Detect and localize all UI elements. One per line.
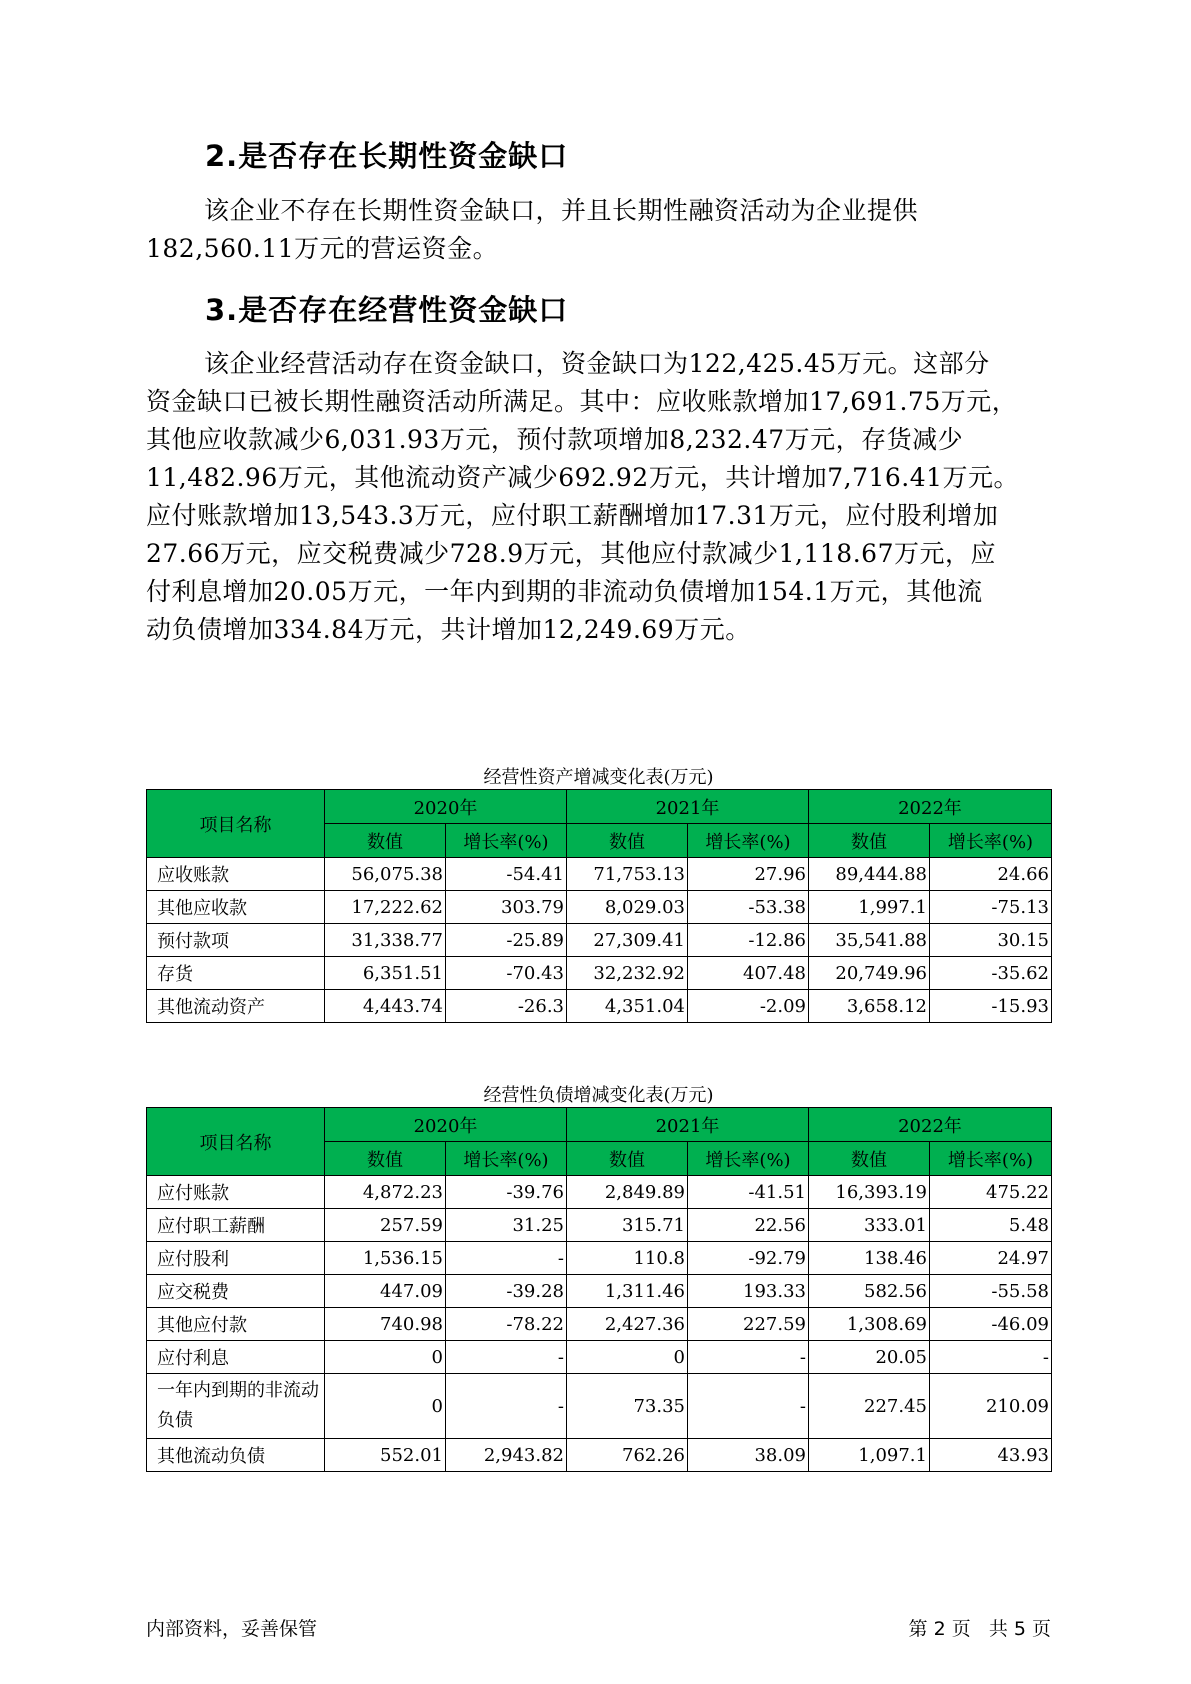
- value-cell: 4,443.74: [325, 990, 446, 1023]
- value-cell: 1,536.15: [325, 1242, 446, 1275]
- value-cell: 16,393.19: [809, 1176, 930, 1209]
- growth-rate-cell: 303.79: [446, 891, 567, 924]
- table-row: [147, 891, 1052, 924]
- value-header: 数值: [325, 824, 446, 858]
- row-item-name: 应付利息: [147, 1341, 325, 1374]
- operating-assets-table: [146, 789, 1052, 1023]
- growth-rate-cell: -54.41: [446, 858, 567, 891]
- year-header: 2021年: [567, 1108, 809, 1142]
- table-row: [147, 1374, 1052, 1439]
- year-header: 2020年: [325, 1108, 567, 1142]
- paragraph-line: 11,482.96万元，其他流动资产减少692.92万元，共计增加7,716.41万元。: [146, 463, 1020, 492]
- value-cell: 315.71: [567, 1209, 688, 1242]
- growth-rate-cell: -: [446, 1341, 567, 1374]
- rate-header: 增长率(%): [930, 1142, 1052, 1176]
- growth-rate-cell: 2,943.82: [446, 1439, 567, 1472]
- row-item-name: 应付职工薪酬: [147, 1209, 325, 1242]
- growth-rate-cell: -2.09: [688, 990, 809, 1023]
- paragraph-line: 该企业不存在长期性资金缺口，并且长期性融资活动为企业提供: [204, 196, 919, 225]
- table-2-caption: 经营性负债增减变化表(万元): [483, 1085, 714, 1106]
- row-item-name: 其他应付款: [147, 1308, 325, 1341]
- value-cell: 73.35: [567, 1374, 688, 1439]
- section-3-heading: 3.是否存在经营性资金缺口: [205, 293, 569, 327]
- value-header: 数值: [325, 1142, 446, 1176]
- growth-rate-cell: -92.79: [688, 1242, 809, 1275]
- growth-rate-cell: 24.97: [930, 1242, 1052, 1275]
- value-cell: 56,075.38: [325, 858, 446, 891]
- value-cell: 1,311.46: [567, 1275, 688, 1308]
- year-header: 2021年: [567, 790, 809, 824]
- growth-rate-cell: -39.28: [446, 1275, 567, 1308]
- row-item-name: 其他应收款: [147, 891, 325, 924]
- value-cell: 32,232.92: [567, 957, 688, 990]
- value-cell: 27,309.41: [567, 924, 688, 957]
- table-row: [147, 957, 1052, 990]
- value-header: 数值: [567, 1142, 688, 1176]
- value-cell: 0: [567, 1341, 688, 1374]
- paragraph-line: 应付账款增加13,543.3万元，应付职工薪酬增加17.31万元，应付股利增加: [146, 501, 999, 530]
- growth-rate-cell: -15.93: [930, 990, 1052, 1023]
- growth-rate-cell: 407.48: [688, 957, 809, 990]
- growth-rate-cell: -: [446, 1242, 567, 1275]
- paragraph-line: 27.66万元，应交税费减少728.9万元，其他应付款减少1,118.67万元，应: [146, 539, 996, 568]
- table-2-body: [147, 1176, 1052, 1472]
- row-item-name: 应交税费: [147, 1275, 325, 1308]
- table-row: [147, 924, 1052, 957]
- value-cell: 6,351.51: [325, 957, 446, 990]
- growth-rate-cell: 30.15: [930, 924, 1052, 957]
- year-header: 2022年: [809, 790, 1052, 824]
- paragraph-line: 其他应收款减少6,031.93万元，预付款项增加8,232.47万元，存货减少: [146, 425, 964, 454]
- growth-rate-cell: -46.09: [930, 1308, 1052, 1341]
- table-1-caption: 经营性资产增减变化表(万元): [483, 767, 714, 788]
- value-cell: 138.46: [809, 1242, 930, 1275]
- row-item-name: 预付款项: [147, 924, 325, 957]
- growth-rate-cell: -75.13: [930, 891, 1052, 924]
- growth-rate-cell: -39.76: [446, 1176, 567, 1209]
- paragraph-line: 付利息增加20.05万元，一年内到期的非流动负债增加154.1万元，其他流: [146, 577, 983, 606]
- item-name-header: 项目名称: [147, 1108, 325, 1176]
- value-header: 数值: [567, 824, 688, 858]
- row-item-name: 其他流动负债: [147, 1439, 325, 1472]
- row-item-name: 一年内到期的非流动负债: [147, 1374, 325, 1439]
- growth-rate-cell: -: [688, 1341, 809, 1374]
- rate-header: 增长率(%): [688, 1142, 809, 1176]
- value-cell: 20.05: [809, 1341, 930, 1374]
- value-cell: 0: [325, 1341, 446, 1374]
- growth-rate-cell: -26.3: [446, 990, 567, 1023]
- row-item-name: 应付股利: [147, 1242, 325, 1275]
- value-cell: 447.09: [325, 1275, 446, 1308]
- operating-liabilities-table: [146, 1107, 1052, 1472]
- value-cell: 227.45: [809, 1374, 930, 1439]
- value-header: 数值: [809, 1142, 930, 1176]
- growth-rate-cell: 475.22: [930, 1176, 1052, 1209]
- value-cell: 1,997.1: [809, 891, 930, 924]
- growth-rate-cell: -12.86: [688, 924, 809, 957]
- value-cell: 71,753.13: [567, 858, 688, 891]
- value-cell: 1,097.1: [809, 1439, 930, 1472]
- value-cell: 582.56: [809, 1275, 930, 1308]
- value-cell: 35,541.88: [809, 924, 930, 957]
- value-cell: 762.26: [567, 1439, 688, 1472]
- growth-rate-cell: -53.38: [688, 891, 809, 924]
- table-row: [147, 1308, 1052, 1341]
- table-row: [147, 1242, 1052, 1275]
- table-row: [147, 1176, 1052, 1209]
- table-row: [147, 1209, 1052, 1242]
- value-cell: 740.98: [325, 1308, 446, 1341]
- growth-rate-cell: -70.43: [446, 957, 567, 990]
- value-cell: 110.8: [567, 1242, 688, 1275]
- growth-rate-cell: -41.51: [688, 1176, 809, 1209]
- table-row: [147, 858, 1052, 891]
- value-cell: 31,338.77: [325, 924, 446, 957]
- year-header: 2020年: [325, 790, 567, 824]
- value-cell: 552.01: [325, 1439, 446, 1472]
- growth-rate-cell: 31.25: [446, 1209, 567, 1242]
- value-cell: 333.01: [809, 1209, 930, 1242]
- growth-rate-cell: -: [446, 1374, 567, 1439]
- paragraph-line: 该企业经营活动存在资金缺口，资金缺口为122,425.45万元。这部分: [204, 349, 990, 378]
- paragraph-line: 资金缺口已被长期性融资活动所满足。其中：应收账款增加17,691.75万元，: [146, 387, 1018, 416]
- growth-rate-cell: 27.96: [688, 858, 809, 891]
- table-row: [147, 1341, 1052, 1374]
- row-item-name: 存货: [147, 957, 325, 990]
- rate-header: 增长率(%): [930, 824, 1052, 858]
- growth-rate-cell: 193.33: [688, 1275, 809, 1308]
- growth-rate-cell: 38.09: [688, 1439, 809, 1472]
- growth-rate-cell: -55.58: [930, 1275, 1052, 1308]
- growth-rate-cell: 210.09: [930, 1374, 1052, 1439]
- rate-header: 增长率(%): [688, 824, 809, 858]
- value-cell: 17,222.62: [325, 891, 446, 924]
- value-cell: 2,427.36: [567, 1308, 688, 1341]
- table-row: [147, 1275, 1052, 1308]
- paragraph-line: 动负债增加334.84万元，共计增加12,249.69万元。: [146, 615, 751, 644]
- table-1-body: [147, 858, 1052, 1023]
- footer-page-number: 第 2 页 共 5 页: [908, 1618, 1051, 1640]
- growth-rate-cell: 22.56: [688, 1209, 809, 1242]
- row-item-name: 应收账款: [147, 858, 325, 891]
- growth-rate-cell: 227.59: [688, 1308, 809, 1341]
- rate-header: 增长率(%): [446, 824, 567, 858]
- table-row: [147, 990, 1052, 1023]
- value-cell: 89,444.88: [809, 858, 930, 891]
- rate-header: 增长率(%): [446, 1142, 567, 1176]
- growth-rate-cell: -: [930, 1341, 1052, 1374]
- section-2-paragraph: [146, 192, 1051, 268]
- value-cell: 4,872.23: [325, 1176, 446, 1209]
- value-cell: 3,658.12: [809, 990, 930, 1023]
- growth-rate-cell: -: [688, 1374, 809, 1439]
- item-name-header: 项目名称: [147, 790, 325, 858]
- footer-confidential-note: 内部资料，妥善保管: [146, 1618, 318, 1640]
- growth-rate-cell: -78.22: [446, 1308, 567, 1341]
- value-cell: 0: [325, 1374, 446, 1439]
- value-cell: 20,749.96: [809, 957, 930, 990]
- value-cell: 2,849.89: [567, 1176, 688, 1209]
- growth-rate-cell: 43.93: [930, 1439, 1052, 1472]
- table-row: [147, 1439, 1052, 1472]
- growth-rate-cell: -35.62: [930, 957, 1052, 990]
- paragraph-line: 182,560.11万元的营运资金。: [146, 234, 499, 263]
- value-cell: 4,351.04: [567, 990, 688, 1023]
- value-cell: 257.59: [325, 1209, 446, 1242]
- year-header: 2022年: [809, 1108, 1052, 1142]
- section-2-heading: 2.是否存在长期性资金缺口: [205, 139, 569, 173]
- growth-rate-cell: -25.89: [446, 924, 567, 957]
- value-cell: 1,308.69: [809, 1308, 930, 1341]
- value-cell: 8,029.03: [567, 891, 688, 924]
- value-header: 数值: [809, 824, 930, 858]
- row-item-name: 其他流动资产: [147, 990, 325, 1023]
- growth-rate-cell: 5.48: [930, 1209, 1052, 1242]
- growth-rate-cell: 24.66: [930, 858, 1052, 891]
- section-3-paragraph: [146, 345, 1051, 649]
- row-item-name: 应付账款: [147, 1176, 325, 1209]
